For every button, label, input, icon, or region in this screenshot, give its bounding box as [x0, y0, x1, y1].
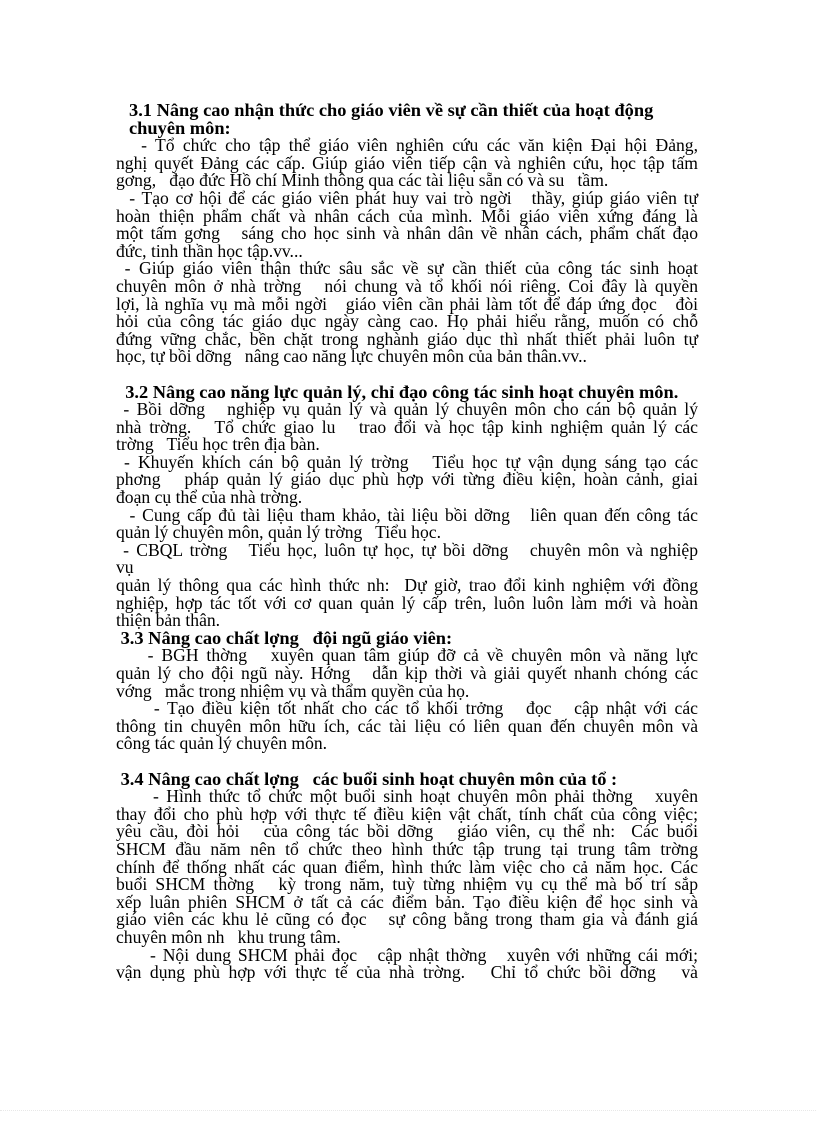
text-line: - Tổ chức cho tập thể giáo viên nghiên cứu các văn kiện Đại hội Đảng, — [116, 135, 698, 156]
section-3-1 — [116, 102, 698, 366]
text-line: - Cung cấp đủ tài liệu tham khảo, tài liệu bồi dỡng liên quan đến công tác — [116, 504, 698, 525]
paragraph — [116, 700, 698, 753]
text-line: - Tạo điều kiện tốt nhất cho các tổ khối trởng đọc cập nhật với các — [116, 698, 698, 719]
paragraph — [116, 137, 698, 190]
text-line: xếp luân phiên SHCM ở tất cả các điểm bản. Tạo điều kiện để học sinh và — [116, 891, 698, 912]
document-body — [116, 102, 698, 982]
text-line: - Khuyến khích cán bộ quản lý trờng Tiểu học tự vận dụng sáng tạo các — [116, 451, 698, 472]
text-line: lợi, là nghĩa vụ mà mỗi ngời giáo viên cần phải làm tốt để đáp ứng đọc đòi — [116, 293, 698, 314]
section-3-2 — [116, 381, 698, 631]
text-line: vụ — [116, 557, 134, 578]
text-line: - CBQL trờng Tiểu học, luôn tự học, tự bồi dỡng chuyên môn và nghiệp — [116, 539, 698, 560]
paragraph — [116, 504, 698, 543]
text-line: vận dụng phù hợp với thực tế của nhà trờng. Chỉ tổ chức bồi dỡng và — [116, 962, 698, 983]
paragraph — [116, 539, 698, 578]
text-line: chuyên môn nh khu trung tâm. — [116, 926, 341, 947]
text-line: chuyên môn ở nhà trờng nói chung và tổ khối nói riêng. Coi đây là quyền — [116, 275, 698, 296]
text-line: quản lý chuyên môn, quản lý trờng Tiểu học. — [116, 522, 441, 543]
section-heading: 3.1 Nâng cao nhận thức cho giáo viên về sự cần thiết của hoạt động chuyên môn: — [129, 100, 654, 138]
text-line: hoàn thiện phẩm chất và nhân cách của mình. Mỗi giáo viên xứng đáng là — [116, 205, 698, 226]
text-line: giáo viên các khu lẻ cũng có đọc sự công bằng trong tham gia và đánh giá — [116, 909, 698, 930]
text-line: - Nội dung SHCM phải đọc cập nhật thờng xuyên với những cái mới; — [116, 944, 698, 965]
text-line: học, tự bồi dỡng nâng cao năng lực chuyên môn của bản thân.vv.. — [116, 346, 587, 367]
paragraph — [116, 401, 698, 454]
text-line: nghiệp, hợp tác tốt với cơ quan quản lý cấp trên, luôn luôn làm mới và hoàn — [116, 592, 698, 613]
paragraph — [116, 944, 698, 983]
text-line: gơng, đạo đức Hồ chí Minh thông qua các tài liệu sẵn có và su tầm. — [116, 170, 609, 191]
text-line: hỏi của công tác giáo dục ngày càng cao. Họ phải hiểu rằng, muốn có chỗ — [116, 311, 698, 332]
text-line: nghị quyết Đảng các cấp. Giúp giáo viên tiếp cận và nghiên cứu, học tập tấm — [116, 152, 698, 173]
text-line: - Bồi dỡng nghiệp vụ quản lý và quản lý chuyên môn cho cán bộ quản lý — [116, 399, 698, 420]
text-line: một tấm gơng sáng cho học sinh và nhân dân về nhân cách, phẩm chất đạo — [116, 223, 698, 244]
section-3-3 — [116, 627, 698, 754]
section-heading: 3.3 Nâng cao chất lợng đội ngũ giáo viên: — [116, 627, 453, 648]
text-line: quản lý thông qua các hình thức nh: Dự giờ, trao đổi kinh nghiệm với đồng — [116, 575, 698, 596]
text-line: yêu cầu, đòi hỏi của công tác bồi dỡng giáo viên, cụ thể nh: Các buổi — [116, 821, 698, 842]
spacer — [116, 366, 698, 384]
text-line: thiện bản thân. — [116, 610, 221, 631]
text-line: đoạn cụ thể của nhà trờng. — [116, 487, 303, 508]
text-line: đứng vững chắc, bền chặt trong nghành giáo dục thì nhất thiết phải luôn tự — [116, 328, 698, 349]
text-line: thông tin chuyên môn hữu ích, các tài liệu có liên quan đến chuyên môn và — [116, 715, 698, 736]
paragraph — [116, 788, 698, 946]
text-line: chính để thống nhất các quan điểm, hình thức làm việc cho cả năm học. Các — [116, 856, 698, 877]
text-line: - Tạo cơ hội để các giáo viên phát huy vai trò ngời thầy, giúp giáo viên tự — [116, 187, 698, 208]
text-line: công tác quản lý chuyên môn. — [116, 733, 328, 754]
paragraph — [116, 187, 698, 261]
page-bottom-border — [0, 1110, 816, 1111]
text-line: vớng mắc trong nhiệm vụ và thẩm quyền của họ. — [116, 680, 470, 701]
text-line: - BGH thờng xuyên quan tâm giúp đỡ cả về chuyên môn và năng lực — [116, 645, 698, 666]
paragraph — [116, 451, 698, 508]
paragraph — [116, 260, 698, 366]
text-line: nhà trờng. Tổ chức giao lu trao đổi và học tập kinh nghiệm quản lý các — [116, 416, 698, 437]
section-heading: 3.4 Nâng cao chất lợng các buổi sinh hoạt chuyên môn của tổ : — [116, 768, 618, 789]
paragraph — [116, 577, 698, 630]
text-line: - Hình thức tổ chức một buổi sinh hoạt chuyên môn phải thờng xuyên — [116, 786, 698, 807]
paragraph — [116, 647, 698, 700]
text-line: quản lý cho đội ngũ này. Hớng dẫn kịp thời và giải quyết nhanh chóng các — [116, 663, 698, 683]
section-heading: 3.2 Nâng cao năng lực quản lý, chỉ đạo công tác sinh hoạt chuyên môn. — [116, 381, 679, 402]
text-line: SHCM đầu năm nên tổ chức theo hình thức tập trung tại trung tâm trờng — [116, 838, 698, 859]
text-line: phơng pháp quản lý giáo dục phù hợp với từng điều kiện, hoàn cảnh, giai — [116, 469, 698, 490]
section-3-4 — [116, 768, 698, 983]
text-line: trờng Tiểu học trên địa bàn. — [116, 434, 320, 455]
spacer — [116, 753, 698, 771]
text-line: - Giúp giáo viên thận thức sâu sắc về sự cần thiết của công tác sinh hoạt — [116, 258, 698, 279]
text-line: đức, tinh thần học tập.vv... — [116, 240, 303, 261]
text-line: buổi SHCM thờng kỳ trong năm, tuỳ từng nhiệm vụ cụ thể mà bố trí sắp — [116, 874, 698, 895]
text-line: thay đổi cho phù hợp với thực tế điều kiện vật chất, tính chất của công việc; — [116, 803, 698, 824]
